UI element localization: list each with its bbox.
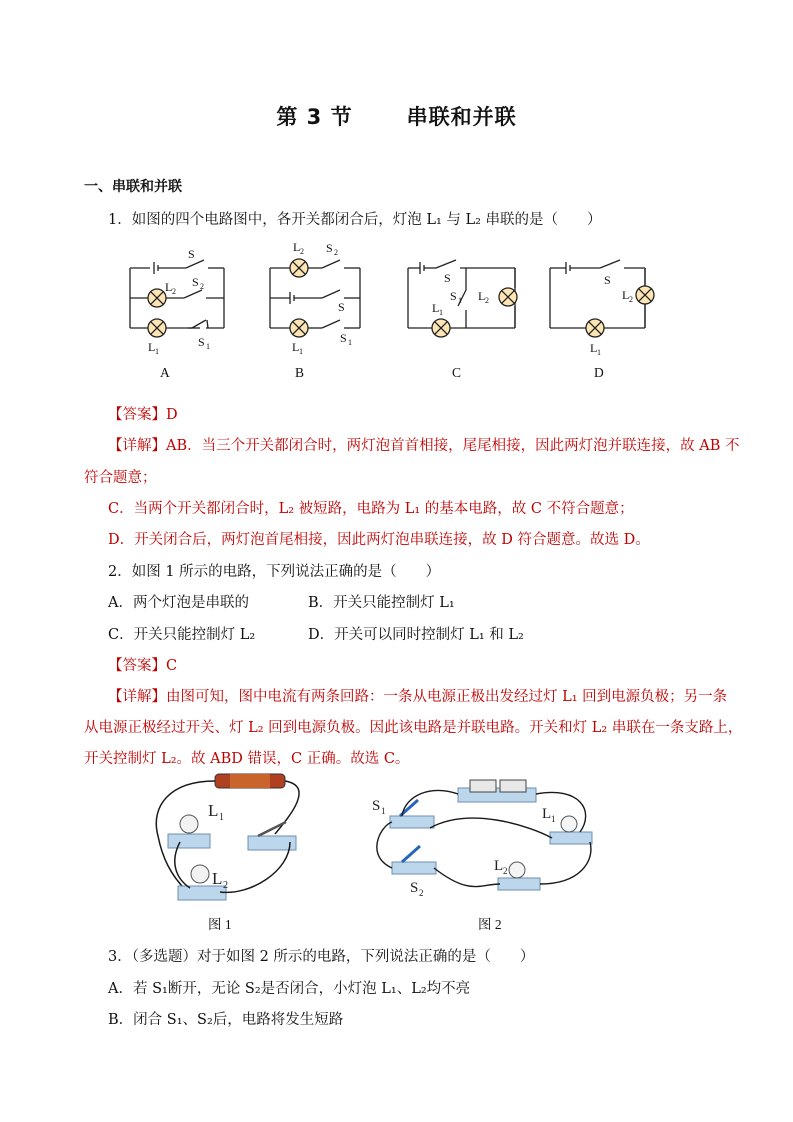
- answer-tag: 【答案】: [108, 407, 166, 423]
- q1-stem: 1．如图的四个电路图中，各开关都闭合后，灯泡 L₁ 与 L₂ 串联的是（ ）: [108, 212, 602, 228]
- svg-text:1: 1: [458, 296, 462, 305]
- detail-tag: 【详解】: [108, 438, 166, 454]
- svg-text:L: L: [208, 801, 219, 820]
- figure-2-caption: 图 2: [478, 917, 502, 932]
- q3-option-a: A．若 S₁断开，无论 S₂是否闭合，小灯泡 L₁、L₂均不亮: [108, 981, 471, 997]
- answer-value: D: [166, 407, 178, 423]
- q1-detail-line-1: [108, 434, 739, 455]
- svg-text:L: L: [432, 301, 440, 315]
- q1-detail-line-4: D．开关闭合后，两灯泡首尾相接，因此两灯泡串联连接，故 D 符合题意。故选 D。: [108, 532, 650, 548]
- answer-tag: 【答案】: [108, 658, 166, 674]
- svg-text:2: 2: [200, 282, 204, 291]
- svg-text:L: L: [494, 858, 504, 874]
- svg-text:S: S: [198, 335, 205, 349]
- q2-option-b: B．开关只能控制灯 L₁: [308, 595, 455, 611]
- svg-text:S: S: [372, 798, 381, 814]
- svg-text:S: S: [338, 300, 345, 314]
- svg-text:2: 2: [172, 287, 176, 296]
- svg-text:2: 2: [300, 247, 304, 256]
- q2-stem: 2．如图 1 所示的电路，下列说法正确的是（ ）: [108, 564, 441, 580]
- svg-text:L: L: [292, 340, 300, 354]
- q1-circuit-figures: [110, 238, 670, 386]
- q2-option-a: A．两个灯泡是串联的: [108, 595, 249, 611]
- circuit-d: [550, 260, 645, 328]
- svg-text:S: S: [444, 271, 451, 285]
- circuit-a: [130, 260, 224, 328]
- q1-caption-a: A: [160, 365, 170, 380]
- circuit-b: [270, 260, 360, 328]
- svg-text:L: L: [542, 806, 552, 822]
- svg-text:1: 1: [155, 347, 159, 356]
- detail-text: AB．当三个开关都闭合时，两灯泡首首相接，尾尾相接，因此两灯泡并联连接，故 AB 不: [166, 438, 740, 454]
- svg-text:1: 1: [348, 338, 352, 347]
- q1-detail-line-2: 符合题意；: [84, 470, 157, 486]
- svg-text:2: 2: [485, 296, 489, 305]
- svg-text:L: L: [293, 240, 301, 254]
- svg-text:2: 2: [223, 880, 228, 891]
- q1-caption-c: C: [452, 365, 462, 380]
- svg-text:L: L: [212, 869, 223, 888]
- q2-option-c: C．开关只能控制灯 L₂: [108, 627, 256, 643]
- svg-text:S: S: [326, 241, 333, 255]
- detail-text: 由图可知，图中电流有两条回路：一条从电源正极出发经过灯 L₁ 回到电源负极；另一条: [166, 689, 728, 705]
- svg-text:S: S: [410, 880, 419, 896]
- svg-text:1: 1: [219, 812, 224, 823]
- svg-text:1: 1: [597, 348, 601, 357]
- section-topic: 串联和并联: [406, 105, 517, 129]
- svg-text:L: L: [622, 288, 630, 302]
- page-title: [0, 101, 793, 131]
- svg-text:L: L: [165, 280, 173, 294]
- figure-1-caption: 图 1: [208, 917, 232, 932]
- detail-tag: 【详解】: [108, 689, 166, 705]
- section-heading: 一、串联和并联: [84, 179, 182, 195]
- svg-text:S: S: [604, 273, 611, 287]
- q2-detail-line-1: [108, 685, 727, 706]
- svg-text:S: S: [450, 289, 457, 303]
- svg-text:1: 1: [206, 342, 210, 351]
- svg-text:S: S: [192, 275, 199, 289]
- svg-text:L: L: [148, 340, 156, 354]
- svg-text:2: 2: [419, 888, 424, 898]
- answer-value: C: [166, 658, 178, 674]
- svg-text:2: 2: [629, 295, 633, 304]
- q3-stem: 3．（多选题）对于如图 2 所示的电路，下列说法正确的是（ ）: [108, 949, 535, 965]
- q2-q3-photo-figures: [140, 766, 620, 916]
- figure-1-illustration: [156, 774, 299, 900]
- svg-text:L: L: [478, 289, 486, 303]
- q2-option-d: D．开关可以同时控制灯 L₁ 和 L₂: [308, 627, 524, 643]
- svg-text:1: 1: [381, 806, 386, 816]
- q1-caption-b: B: [295, 365, 305, 380]
- q1-answer: [108, 403, 178, 424]
- svg-text:1: 1: [299, 347, 303, 356]
- q1-caption-d: D: [594, 365, 604, 380]
- section-number: 第 3 节: [276, 105, 353, 129]
- svg-text:2: 2: [503, 866, 508, 876]
- svg-text:2: 2: [334, 248, 338, 257]
- svg-text:S: S: [340, 331, 347, 345]
- q2-answer: [108, 654, 177, 675]
- q2-detail-line-3: 开关控制灯 L₂。故 ABD 错误，C 正确。故选 C。: [84, 751, 410, 767]
- q2-detail-line-2: 从电源正极经过开关、灯 L₂ 回到电源负极。因此该电路是并联电路。开关和灯 L₂ 串联在一条支路上，: [84, 720, 743, 736]
- svg-text:S: S: [188, 247, 195, 261]
- svg-text:1: 1: [439, 308, 443, 317]
- q3-option-b: B．闭合 S₁、S₂后，电路将发生短路: [108, 1012, 344, 1028]
- figure-2-illustration: [372, 780, 592, 898]
- svg-text:1: 1: [551, 814, 556, 824]
- svg-text:L: L: [590, 341, 598, 355]
- q1-detail-line-3: C．当两个开关都闭合时，L₂ 被短路，电路为 L₁ 的基本电路，故 C 不符合题意；: [108, 501, 634, 517]
